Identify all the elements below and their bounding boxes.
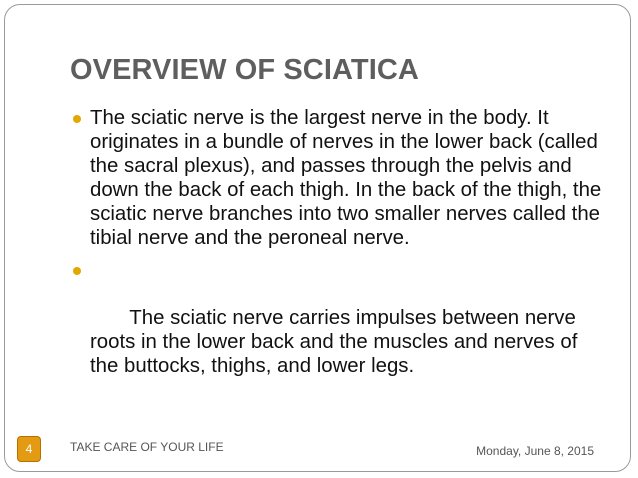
bullet-dot-icon bbox=[73, 267, 81, 275]
slide-number-badge: 4 bbox=[17, 436, 41, 462]
bullet-dot-icon bbox=[73, 115, 81, 123]
bullet-text: The sciatic nerve carries impulses between nerve roots in the lower back and the muscles and nerves of the buttocks, thighs, and lower legs. bbox=[90, 307, 584, 377]
footer-date: Monday, June 8, 2015 bbox=[476, 444, 594, 458]
bullet-item bbox=[70, 106, 610, 250]
bullet-text: The sciatic nerve is the largest nerve in the body. It originates in a bundle of nerves in the lower back (called the sacral plexus), and passes through the pelvis and down the back of each thigh. In the back of the thigh, the sciatic nerve branches into two smaller nerves called the tibial nerve and the peroneal nerve. bbox=[90, 107, 602, 249]
bullet-list bbox=[70, 106, 610, 410]
footer-text: TAKE CARE OF YOUR LIFE bbox=[70, 440, 224, 454]
bullet-item bbox=[70, 258, 610, 402]
slide-title: OVERVIEW OF SCIATICA bbox=[70, 54, 419, 86]
